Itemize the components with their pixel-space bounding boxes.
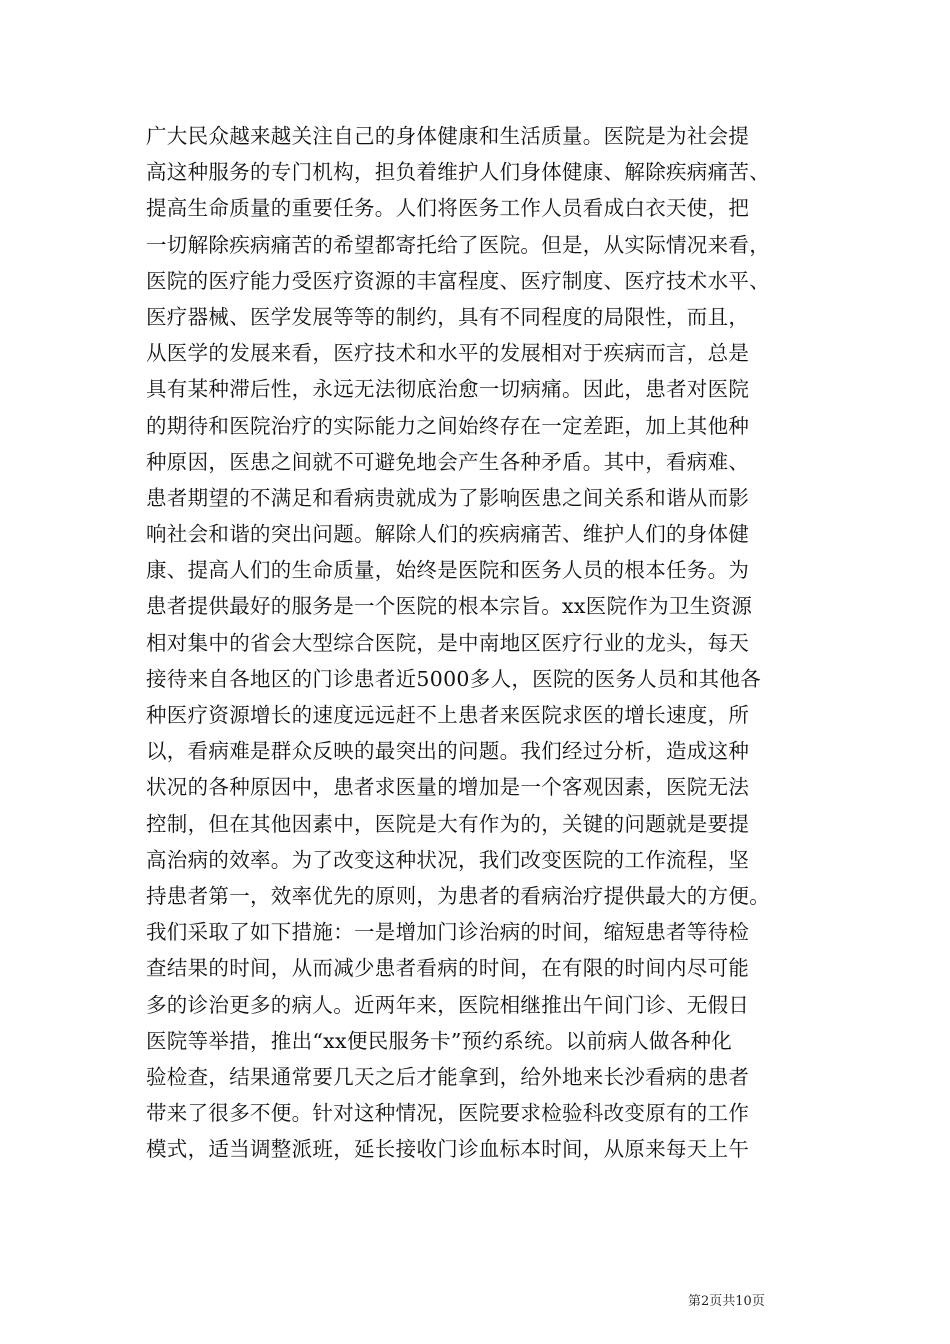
text-line: 多的诊治更多的病人。近两年来，医院相继推出午间门诊、无假日 <box>146 992 750 1017</box>
text-line: 模式，适当调整派班，延长接收门诊血标本时间，从原来每天上午 <box>146 1137 750 1162</box>
body-text <box>146 118 816 1167</box>
text-line: 广大民众越来越关注自己的身体健康和生活质量。医院是为社会提 <box>146 124 750 148</box>
text-line: 状况的各种原因中，患者求医量的增加是一个客观因素，医院无法 <box>146 775 750 800</box>
text-line: 康、提高人们的生命质量，始终是医院和医务人员的根本任务。为 <box>146 558 750 583</box>
text-line: 医院等举措，推出“xx便民服务卡”预约系统。以前病人做各种化 <box>146 1028 733 1053</box>
text-line: 高治病的效率。为了改变这种状况，我们改变医院的工作流程，坚 <box>146 847 750 872</box>
text-line: 查结果的时间，从而减少患者看病的时间，在有限的时间内尽可能 <box>146 956 750 981</box>
text-line: 我们采取了如下措施：一是增加门诊治病的时间，缩短患者等待检 <box>146 920 750 945</box>
text-line: 医疗器械、医学发展等等的制约，具有不同程度的局限性，而且， <box>146 304 750 329</box>
text-line: 医院的医疗能力受医疗资源的丰富程度、医疗制度、医疗技术水平、 <box>146 268 770 293</box>
text-line: 具有某种滞后性，永远无法彻底治愈一切病痛。因此，患者对医院 <box>146 377 750 402</box>
text-line: 带来了很多不便。针对这种情况，医院要求检验科改变原有的工作 <box>146 1101 750 1126</box>
text-line: 种原因，医患之间就不可避免地会产生各种矛盾。其中，看病难、 <box>146 449 750 474</box>
text-line: 一切解除疾病痛苦的希望都寄托给了医院。但是，从实际情况来看， <box>146 232 770 257</box>
text-line: 验检查，结果通常要几天之后才能拿到，给外地来长沙看病的患者 <box>146 1064 750 1089</box>
text-line: 提高生命质量的重要任务。人们将医务工作人员看成白衣天使，把 <box>146 196 750 221</box>
text-line: 种医疗资源增长的速度远远赶不上患者来医院求医的增长速度，所 <box>146 703 750 727</box>
text-line: 响社会和谐的突出问题。解除人们的疾病痛苦、维护人们的身体健 <box>146 522 750 547</box>
text-line: 相对集中的省会大型综合医院，是中南地区医疗行业的龙头，每天 <box>146 630 750 655</box>
text-line: 患者期望的不满足和看病贵就成为了影响医患之间关系和谐从而影 <box>146 485 750 510</box>
text-line: 高这种服务的专门机构，担负着维护人们身体健康、解除疾病痛苦、 <box>146 160 770 185</box>
text-line: 控制，但在其他因素中，医院是大有作为的，关键的问题就是要提 <box>146 811 750 836</box>
text-line: 持患者第一，效率优先的原则，为患者的看病治疗提供最大的方便。 <box>146 883 770 908</box>
text-line: 以，看病难是群众反映的最突出的问题。我们经过分析，造成这种 <box>146 739 750 764</box>
text-line: 接待来自各地区的门诊患者近5000多人，医院的医务人员和其他各 <box>146 666 761 691</box>
text-line: 的期待和医院治疗的实际能力之间始终存在一定差距，加上其他种 <box>146 413 750 438</box>
page-number: 第2页共10页 <box>688 1294 765 1309</box>
text-line: 患者提供最好的服务是一个医院的根本宗旨。xx医院作为卫生资源 <box>146 594 753 619</box>
text-line: 从医学的发展来看，医疗技术和水平的发展相对于疾病而言，总是 <box>146 341 750 366</box>
